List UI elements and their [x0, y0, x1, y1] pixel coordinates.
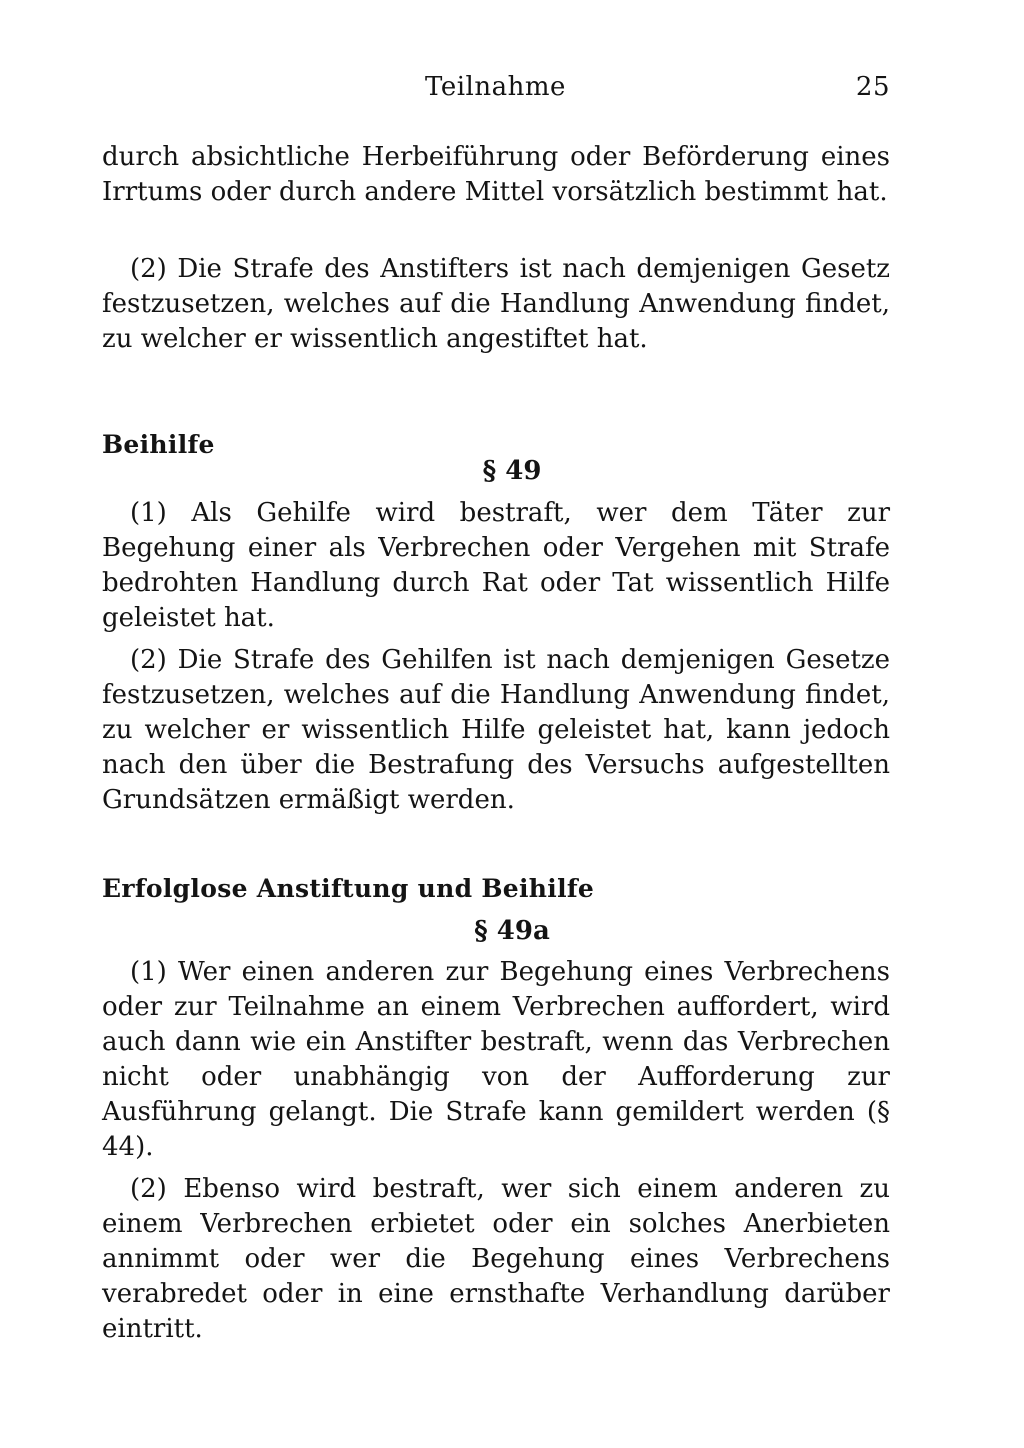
page-number: 25 [855, 72, 890, 102]
section-number-49a: § 49a [474, 916, 550, 946]
continuation-paragraph: durch absichtliche Herbeiführung oder Beförderung eines Irrtums oder durch andere Mittel vorsätzlich bestimmt hat. [102, 142, 890, 207]
section-49-paragraph-2: (2) Die Strafe des Gehilfen ist nach demjenigen Gesetze festzusetzen, welches auf die Handlung Anwendung findet, zu welcher er wissentlich Hilfe geleistet hat, kann jedoch nach den über die Bestrafung des Versuchs aufgestellten Grundsätzen ermäßigt werden. [102, 645, 890, 815]
section-heading-erfolglose-anstiftung: Erfolglose Anstiftung und Beihilfe [102, 874, 595, 903]
section-49-paragraph-1: (1) Als Gehilfe wird bestraft, wer dem Täter zur Begehung einer als Verbrechen oder Vergehen mit Strafe bedrohten Handlung durch Rat oder Tat wissentlich Hilfe geleistet hat. [102, 498, 890, 633]
running-title: Teilnahme [425, 72, 566, 102]
anstifter-penalty-paragraph: (2) Die Strafe des Anstifters ist nach demjenigen Gesetz festzusetzen, welches auf die Handlung Anwendung findet, zu welcher er wissentlich angestiftet hat. [102, 254, 890, 354]
running-header [102, 72, 890, 112]
section-number-49: § 49 [482, 456, 542, 486]
section-49a-paragraph-1: (1) Wer einen anderen zur Begehung eines Verbrechens oder zur Teilnahme an einem Verbrechen auffordert, wird auch dann wie ein Anstifter bestraft, wenn das Verbrechen nicht oder unabhängig von der Aufforderung zur Ausführung gelangt. Die Strafe kann gemildert werden (§ 44). [102, 957, 890, 1162]
section-heading-beihilfe: Beihilfe [102, 430, 215, 459]
section-49a-paragraph-2: (2) Ebenso wird bestraft, wer sich einem anderen zu einem Verbrechen erbietet oder ein solches Anerbieten annimmt oder wer die Begehung eines Verbrechens verabredet oder in eine ernsthafte Verhandlung darüber eintritt. [102, 1174, 890, 1344]
